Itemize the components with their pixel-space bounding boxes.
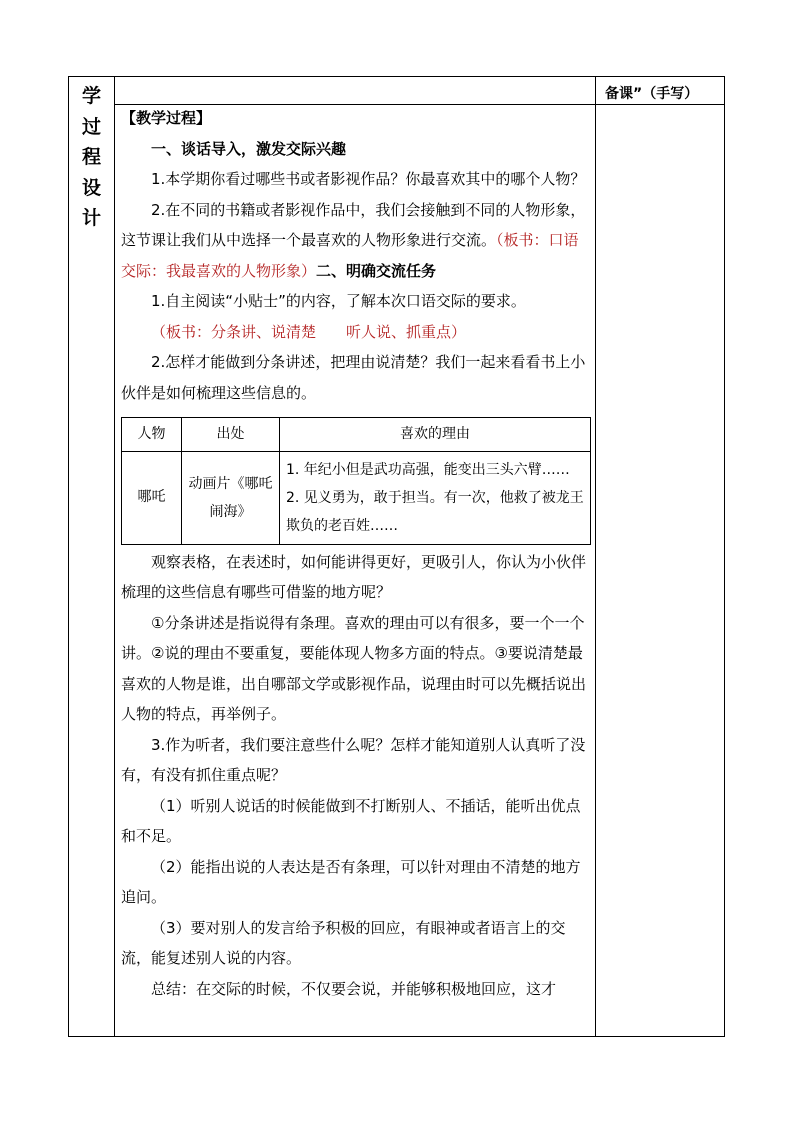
part2-item-2: 2.怎样才能做到分条讲述，把理由说清楚？我们一起来看看书上小伙伴是如何梳理这些信息的。 — [121, 353, 586, 402]
table-header-row — [122, 418, 591, 452]
summary-paragraph: 总结：在交际的时候，不仅要会说，并能够积极地回应，这才 — [151, 979, 557, 998]
board-note-requirements: （板书：分条讲、说清楚 听人说、抓重点） — [151, 322, 467, 341]
cell-reasons — [280, 451, 591, 544]
lesson-plan-table — [68, 76, 725, 1037]
section-side-label — [69, 81, 114, 234]
reason-1: 1. 年纪小但是武功高强，能变出三头六臂…… — [286, 461, 570, 478]
listener-point-3: （3）要对别人的发言给予积极的回应，有眼神或者语言上的交流，能复述别人说的内容。 — [121, 918, 566, 967]
table-row — [122, 451, 591, 544]
header-source: 出处 — [182, 418, 280, 452]
listener-point-1: （1）听别人说话的时候能做到不打断别人、不插话，能听出优点和不足。 — [121, 796, 581, 845]
listener-question: 3.作为听者，我们要注意些什么呢？怎样才能知道别人认真听了没有，有没有抓住重点呢？ — [121, 735, 586, 784]
listener-point-2: （2）能指出说的人表达是否有条理，可以针对理由不清楚的地方追问。 — [121, 857, 581, 906]
cell-source: 动画片《哪吒闹海》 — [182, 451, 280, 544]
side-char-2: 过 — [81, 115, 101, 138]
section-title: 【教学过程】 — [121, 109, 212, 127]
board-note-topic: （板书：口语交际：我最喜欢的人物形象） — [121, 231, 579, 280]
part1-heading: 一、谈话导入，激发交际兴趣 — [151, 139, 347, 158]
part2-item-1: 1.自主阅读“小贴士”的内容，了解本次口语交际的要求。 — [151, 292, 526, 310]
part2-heading: 二、明确交流任务 — [316, 261, 437, 280]
header-reasons: 喜欢的理由 — [280, 418, 591, 452]
part1-question-1: 1.本学期你看过哪些书或者影视作品？你最喜欢其中的哪个人物？ — [151, 170, 586, 188]
character-info-table — [121, 417, 591, 545]
header-person: 人物 — [122, 418, 182, 452]
observe-paragraph: 观察表格，在表述时，如何能讲得更好，更吸引人，你认为小伙伴梳理的这些信息有哪些可借鉴的地方呢？ — [121, 552, 587, 601]
side-char-1: 学 — [81, 85, 101, 107]
part1-question-2 — [121, 195, 589, 287]
reason-2: 2. 见义勇为，敢于担当。有一次，他救了被龙王欺负的老百姓…… — [286, 489, 584, 534]
analysis-paragraph: ①分条讲述是指说得有条理。喜欢的理由可以有很多，要一个一个讲。②说的理由不要重复，要能体现人物多方面的特点。③要说清楚最喜欢的人物是谁，出自哪部文学或影视作品，说理由时可以先概括说出人物的特点，再举例子。 — [121, 613, 587, 723]
side-char-4: 设 — [81, 176, 101, 199]
column-divider-right — [595, 77, 596, 1036]
side-char-5: 计 — [81, 207, 101, 229]
lesson-content — [115, 103, 595, 1004]
part1-question-2-text: 2.在不同的书籍或者影视作品中，我们会接触到不同的人物形象，这节课让我们从中选择一个最喜欢的人物形象进行交流。 — [121, 200, 586, 249]
side-char-3: 程 — [81, 146, 101, 168]
cell-person: 哪吒 — [122, 451, 182, 544]
notes-column-header: 备课”（手写） — [605, 86, 699, 102]
